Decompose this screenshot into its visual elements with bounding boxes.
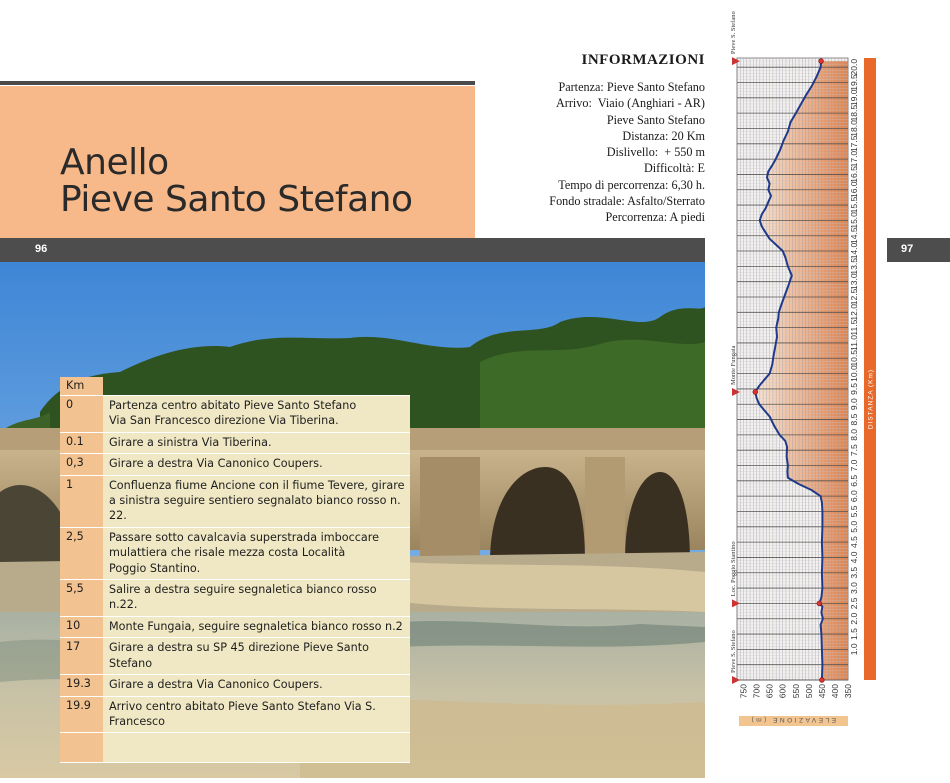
table-header-row [60, 377, 410, 396]
table-header-km: Km [60, 377, 103, 396]
table-row [60, 580, 410, 617]
info-line: Partenza: Pieve Santo Stefano [558, 80, 705, 94]
distance-tick-label: 5.5 [849, 505, 859, 518]
distance-tick-label: 2.0 [849, 612, 859, 625]
distance-tick-label: 9.0 [849, 398, 859, 411]
elevation-tick-label: 650 [764, 684, 775, 699]
row-km: 19.9 [60, 696, 103, 733]
waypoint-dot [753, 390, 758, 395]
title-line-2: Pieve Santo Stefano [60, 179, 413, 220]
info-line: Percorrenza: A piedi [605, 210, 705, 225]
distance-tick-label: 15.0 [849, 212, 859, 229]
waypoint-dot [819, 678, 824, 683]
info-heading: INFORMAZIONI [581, 52, 705, 68]
table-row [60, 616, 410, 637]
info-line: Distanza: 20 Km [622, 128, 705, 143]
info-line: Dislivello: + 550 m [606, 145, 705, 160]
table-row [60, 527, 410, 579]
distance-tick-label: 11.0 [849, 334, 859, 351]
page-bar-right [887, 238, 950, 262]
row-desc: Arrivo centro abitato Pieve Santo Stefano Via S. Francesco [103, 696, 410, 733]
info-panel [500, 52, 705, 226]
row-desc: Girare a destra Via Canonico Coupers. [103, 454, 410, 475]
elevation-tick-label: 700 [751, 684, 762, 699]
distance-tick-label: 19.0 [849, 89, 859, 107]
elevation-tick-label: 400 [829, 684, 840, 699]
table-row [60, 733, 410, 763]
table-row [60, 454, 410, 475]
table-row [60, 475, 410, 527]
row-desc: Partenza centro abitato Pieve Santo Stefano Via San Francesco direzione Via Tiberina. [103, 396, 410, 433]
distance-tick-label: 7.5 [849, 444, 859, 457]
row-desc: Girare a sinistra Via Tiberina. [103, 432, 410, 453]
waypoint-dot [819, 59, 824, 64]
row-km: 2,5 [60, 527, 103, 579]
distance-tick-label: 14.0 [849, 242, 859, 260]
distance-tick-label: 17.5 [849, 135, 859, 153]
distance-tick-label: 8.0 [849, 428, 859, 441]
row-desc: Passare sotto cavalcavia superstrada imboccare mulattiera che risale mezza costa Località Poggio Stantino. [103, 527, 410, 579]
elevation-profile [726, 11, 888, 752]
distance-tick-label: 3.0 [849, 582, 859, 594]
distance-tick-label: 10.5 [849, 350, 859, 367]
distance-tick-label: 13.5 [849, 258, 859, 275]
distance-tick-label: 1.0 [849, 643, 859, 656]
waypoint-dot [817, 601, 822, 606]
elevation-tick-label: 600 [777, 684, 788, 699]
distance-tick-label: 15.5 [849, 196, 859, 214]
table-row [60, 696, 410, 733]
elevation-tick-label: 450 [816, 684, 827, 699]
info-line: Fondo stradale: Asfalto/Sterrato [549, 194, 705, 209]
row-desc: Salire a destra seguire segnaletica bianco rosso n.22. [103, 580, 410, 617]
table-row [60, 675, 410, 696]
distance-tick-label: 8.5 [849, 413, 859, 426]
distance-tick-label: 7.0 [849, 459, 859, 472]
row-desc: Girare a destra su SP 45 direzione Pieve Santo Stefano [103, 638, 410, 675]
distance-tick-label: 20.0 [849, 58, 859, 76]
distance-tick-label: 17.0 [849, 150, 859, 168]
row-km: 0 [60, 396, 103, 433]
elevation-tick-label: 750 [738, 684, 749, 699]
info-line: Tempo di percorrenza: 6,30 h. [558, 177, 705, 192]
page-number-right: 97 [901, 243, 914, 255]
row-km: 5,5 [60, 580, 103, 617]
waypoint-label: Monte Fungaia [730, 345, 737, 385]
elevation-tick-label: 550 [790, 684, 801, 699]
page-number-left: 96 [35, 243, 48, 255]
distance-tick-label: 18.0 [849, 120, 859, 137]
distance-tick-label: 6.5 [849, 474, 859, 487]
info-line: Pieve Santo Stefano [606, 112, 705, 127]
distance-tick-label: 5.0 [849, 520, 859, 533]
table-header-spacer [103, 377, 410, 396]
distance-tick-label: 10.0 [849, 365, 859, 382]
table-row [60, 638, 410, 675]
distance-tick-label: 19.5 [849, 74, 859, 91]
table-row [60, 432, 410, 453]
distance-tick-label: 18.5 [849, 104, 859, 122]
distance-tick-label: 4.5 [849, 536, 859, 549]
distance-axis-label: DISTANZA (Km) [867, 368, 875, 430]
row-desc: Girare a destra Via Canonico Coupers. [103, 675, 410, 696]
distance-tick-label: 16.0 [849, 181, 859, 199]
row-km: 17 [60, 638, 103, 675]
page-title [60, 144, 412, 218]
distance-tick-label: 11.5 [849, 319, 859, 336]
route-table [60, 377, 410, 763]
row-km: 10 [60, 616, 103, 637]
distance-tick-label: 14.5 [849, 227, 859, 244]
row-desc: Confluenza fiume Ancione con il fiume Tevere, girare a sinistra seguire sentiero segnalato bianco rosso n. 22. [103, 475, 410, 527]
elevation-axis-label: ELEVAZIONE (m) [749, 716, 836, 723]
distance-tick-label: 12.0 [849, 304, 859, 321]
row-km: 19.3 [60, 675, 103, 696]
row-km: 1 [60, 475, 103, 527]
waypoint-label: Pieve S. Stefano [730, 630, 737, 673]
waypoint-label: Pieve S. Stefano [730, 11, 737, 55]
elevation-tick-label: 500 [803, 684, 814, 699]
elevation-tick-label: 350 [843, 684, 853, 699]
table-row [60, 396, 410, 433]
title-line-1: Anello [60, 142, 169, 183]
distance-tick-label: 13.0 [849, 273, 859, 290]
info-line: Difficoltà: E [643, 161, 705, 176]
page-bar-left [0, 238, 705, 262]
row-km [60, 733, 103, 763]
info-line: Arrivo: Viaio (Anghiari - AR) [556, 96, 705, 111]
distance-tick-label: 1.5 [849, 628, 859, 640]
distance-tick-label: 9.5 [849, 383, 859, 395]
elevation-profile-chart [726, 11, 888, 752]
row-desc: Monte Fungaia, seguire segnaletica bianco rosso n.2 [103, 616, 410, 637]
row-desc [103, 733, 410, 763]
title-rule [0, 81, 475, 85]
row-km: 0.1 [60, 432, 103, 453]
distance-tick-label: 2.5 [849, 597, 859, 610]
distance-tick-label: 3.5 [849, 566, 859, 579]
distance-tick-label: 16.5 [849, 166, 859, 183]
row-km: 0,3 [60, 454, 103, 475]
waypoint-label: Loc. Poggio Stantino [730, 541, 737, 597]
distance-tick-label: 4.0 [849, 551, 859, 564]
distance-tick-label: 6.0 [849, 490, 859, 503]
distance-tick-label: 12.5 [849, 288, 859, 306]
